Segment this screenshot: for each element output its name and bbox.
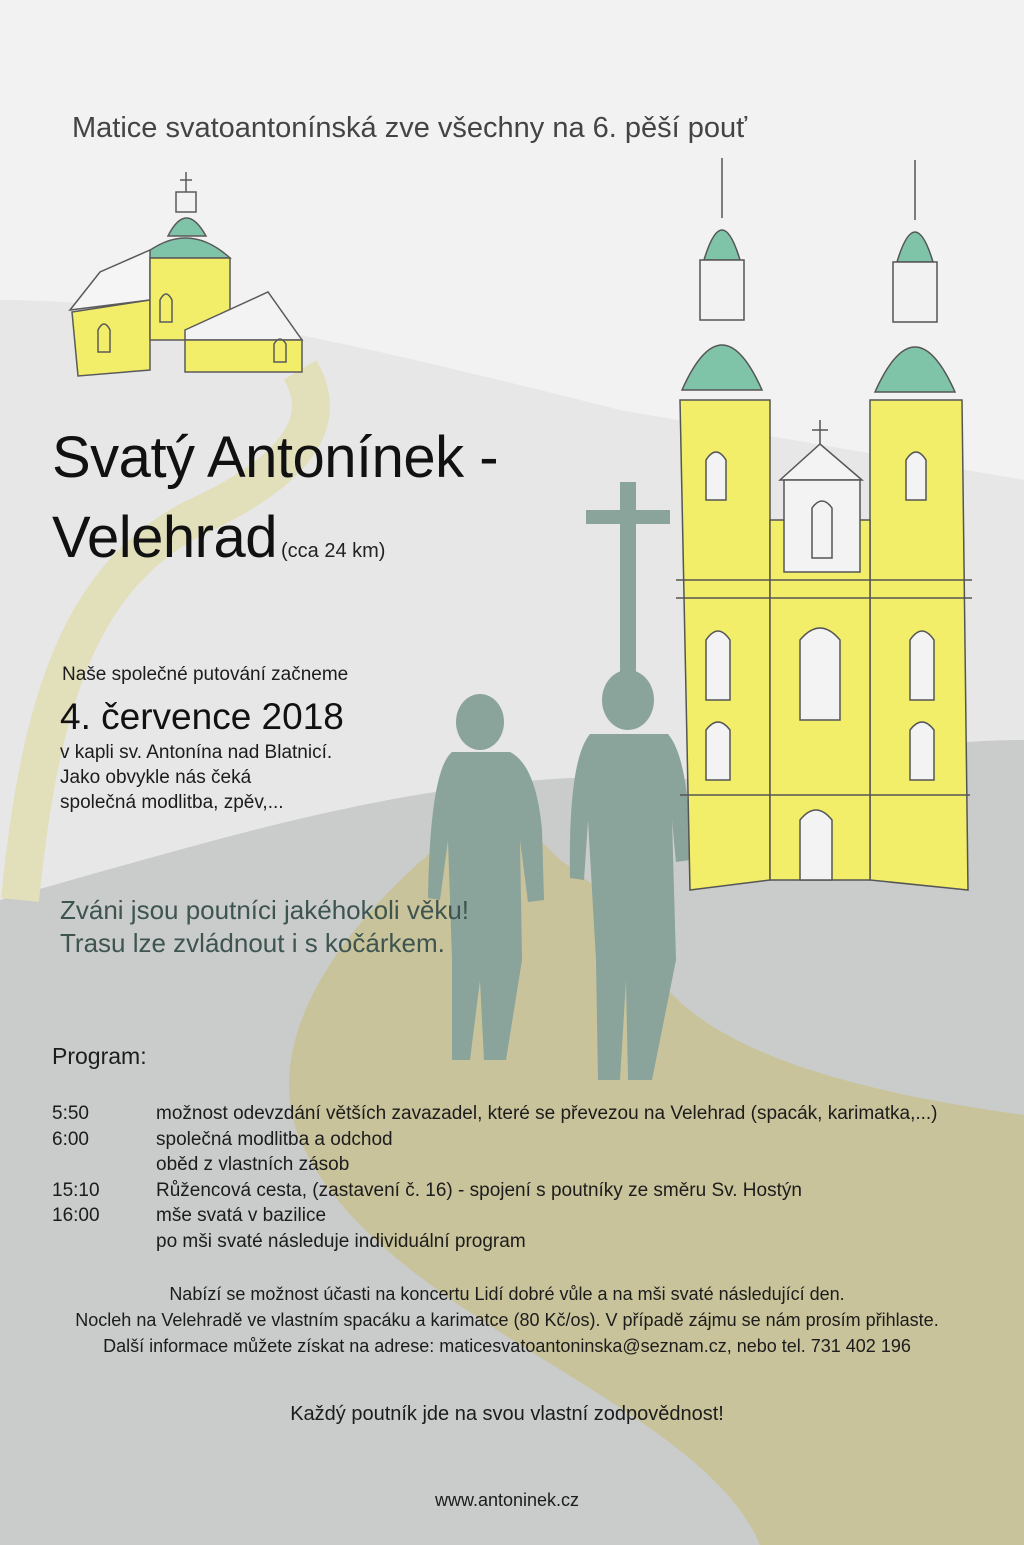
program-text: mše svatá v bazilice <box>156 1205 327 1227</box>
title-distance: (cca 24 km) <box>280 540 386 562</box>
start-details-line: společná modlitba, zpěv,... <box>60 792 284 813</box>
program-heading: Program: <box>52 1043 147 1069</box>
title-line-2 <box>52 504 385 571</box>
info-line: Nabízí se možnost účasti na koncertu Lidí dobré vůle a na mši svaté následující den. <box>169 1284 845 1304</box>
event-date: 4. července 2018 <box>60 696 344 737</box>
info-line: Nocleh na Velehradě ve vlastním spacáku a karimatce (80 Kč/os). V případě zájmu se nám prosím přihlaste. <box>75 1310 939 1330</box>
program-time: 6:00 <box>52 1128 89 1150</box>
invitation-line: Trasu lze zvládnout i s kočárkem. <box>60 928 445 958</box>
program-time: 16:00 <box>52 1205 100 1227</box>
program-time: 15:10 <box>52 1179 100 1201</box>
program-text: oběd z vlastních zásob <box>156 1154 350 1176</box>
disclaimer: Každý poutník jde na svou vlastní zodpovědnost! <box>290 1403 724 1425</box>
start-details-line: v kapli sv. Antonína nad Blatnicí. <box>60 742 333 763</box>
program-text: možnost odevzdání větších zavazadel, které se převezou na Velehrad (spacák, karimatka,...) <box>156 1103 938 1124</box>
invitation-line: Zváni jsou poutníci jakéhokoli věku! <box>60 895 470 925</box>
title-destination: Velehrad <box>52 505 277 570</box>
start-details-line: Jako obvykle nás čeká <box>60 767 252 788</box>
start-details <box>60 740 332 815</box>
program-time: 5:50 <box>52 1103 89 1124</box>
title-line-1: Svatý Antonínek - <box>52 425 499 490</box>
program-text: společná modlitba a odchod <box>156 1128 393 1150</box>
program-text: po mši svaté následuje individuální program <box>156 1230 526 1252</box>
website-link[interactable]: www.antoninek.cz <box>434 1490 580 1510</box>
additional-info <box>0 1281 1014 1359</box>
program-text: Růžencová cesta, (zastavení č. 16) - spojení s poutníky ze směru Sv. Hostýn <box>156 1179 802 1201</box>
intro-text: Matice svatoantonínská zve všechny na 6. pěší pouť <box>72 112 748 144</box>
invitation <box>60 894 469 960</box>
start-lead: Naše společné putování začneme <box>62 664 349 685</box>
info-line: Další informace můžete získat na adrese: maticesvatoantoninska@seznam.cz, nebo tel. 731 402 196 <box>103 1336 911 1356</box>
